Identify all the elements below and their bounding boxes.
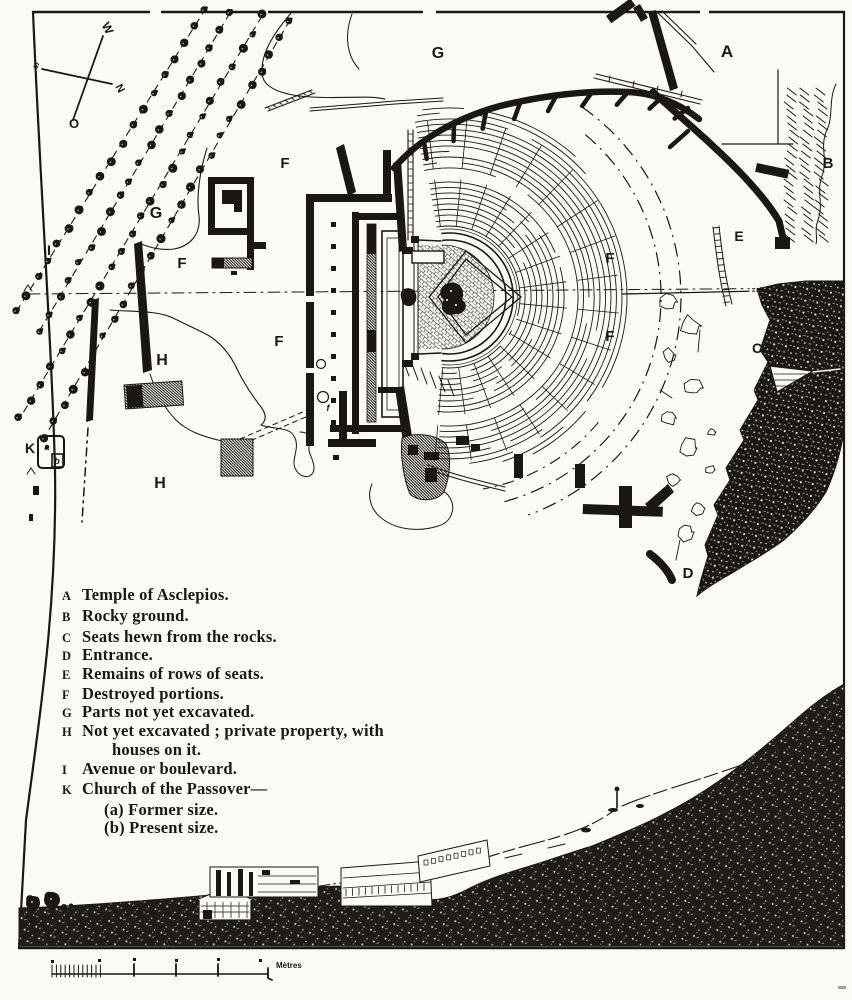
map-label-I: I <box>47 242 51 258</box>
svg-text:N: N <box>112 82 127 95</box>
map-label-D: D <box>682 565 694 582</box>
map-label-A: A <box>720 42 734 61</box>
legend-text: (b) Present size. <box>104 818 219 837</box>
legend-key: D <box>62 649 72 663</box>
map-label-F: F <box>605 250 615 267</box>
map-label-B: B <box>822 155 834 172</box>
map-label-C: C <box>751 340 763 356</box>
legend-item-K <box>62 779 267 799</box>
svg-text:S: S <box>31 60 41 72</box>
legend-text: Not yet excavated ; private property, with <box>82 721 384 740</box>
legend-key: K <box>62 783 72 797</box>
legend-item-sub8 <box>112 740 201 760</box>
legend-key: B <box>62 610 71 624</box>
map-label-K: K <box>24 440 36 456</box>
legend-text: Rocky ground. <box>82 606 189 625</box>
legend-item-D <box>62 645 153 665</box>
scale-bar <box>51 958 302 980</box>
map-label-G: G <box>431 45 445 62</box>
map-label-B: B <box>814 392 826 409</box>
map-label-F: F <box>177 255 187 272</box>
legend-item-I <box>62 759 237 779</box>
map-label-F: F <box>605 328 615 345</box>
legend-item-H <box>62 721 384 741</box>
theatre-cavea-orchestra <box>401 107 681 515</box>
legend-text: Temple of Asclepios. <box>82 585 229 604</box>
legend-item-B <box>62 606 189 626</box>
legend-text: Avenue or boulevard. <box>82 759 238 778</box>
map-label-f: f <box>326 403 330 413</box>
legend-item-F <box>62 684 224 704</box>
legend-key: E <box>62 668 71 682</box>
scale-unit-label: Mètres <box>276 961 302 970</box>
legend-key: H <box>62 725 72 739</box>
legend-text: Parts not yet excavated. <box>82 702 255 721</box>
legend-text: (a) Former size. <box>104 800 219 819</box>
map-label-b: b <box>54 456 60 466</box>
legend-key: C <box>62 631 72 645</box>
svg-text:O: O <box>68 116 80 131</box>
legend-text: houses on it. <box>112 740 202 759</box>
map-label-G: G <box>149 205 163 222</box>
legend-item-A <box>62 585 229 605</box>
legend-item-E <box>62 664 264 684</box>
map-label-a: a <box>44 442 50 452</box>
map-label-H: H <box>156 352 168 369</box>
legend-key: G <box>62 706 72 720</box>
legend-text: Destroyed portions. <box>82 684 224 703</box>
legend-key: F <box>62 688 70 702</box>
legend-item-C <box>62 627 277 647</box>
map-label-F: F <box>280 155 290 172</box>
map-label-H: H <box>154 475 166 492</box>
excavated-walls <box>38 0 793 580</box>
svg-text:W: W <box>98 19 117 37</box>
legend-text: Seats hewn from the rocks. <box>82 627 277 646</box>
legend-item-G <box>62 702 255 722</box>
legend-item-sub12 <box>104 818 218 838</box>
legend-text: Church of the Passover— <box>82 779 268 798</box>
map-label-F: F <box>274 333 284 350</box>
legend-text: Remains of rows of seats. <box>82 664 265 683</box>
legend-text: Entrance. <box>82 645 153 664</box>
legend-key: I <box>62 763 68 777</box>
legend-key: A <box>62 589 72 603</box>
compass-rose <box>32 20 127 131</box>
legend-item-sub11 <box>104 800 218 820</box>
map-label-E: E <box>734 228 744 244</box>
